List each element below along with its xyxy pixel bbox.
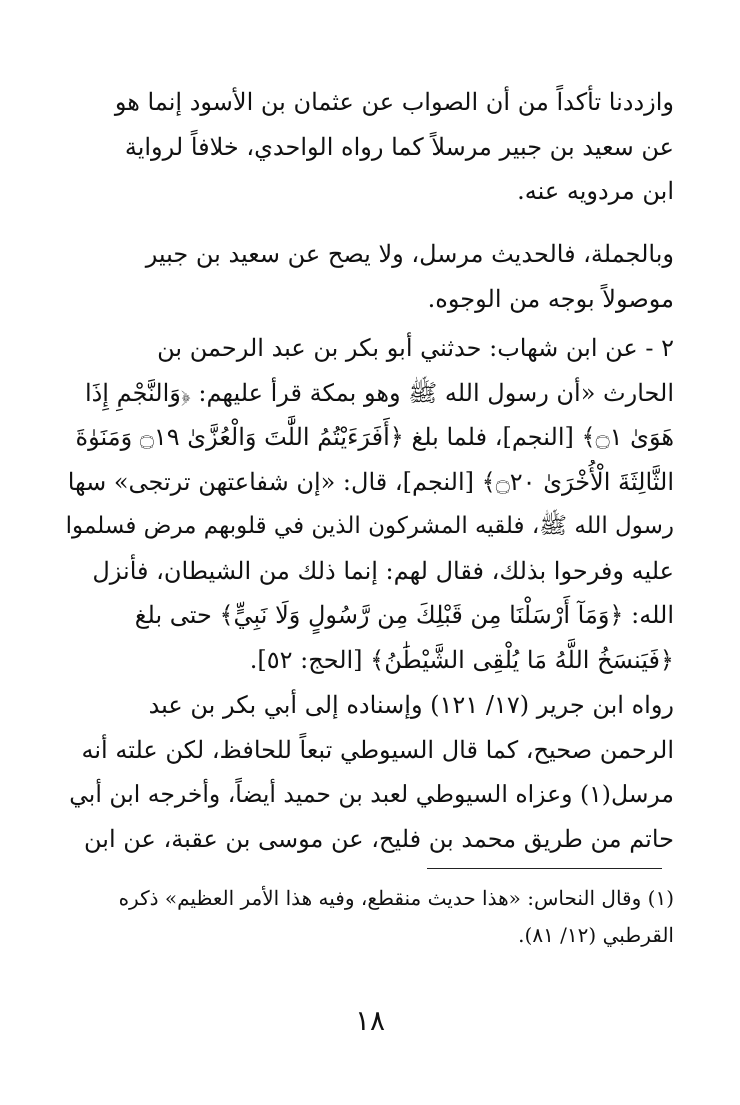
text-line: مرسل(١) وعزاه السيوطي لعبد بن حميد أيضاً، وأخرجه ابن أبي xyxy=(69,780,674,808)
paragraph-1 xyxy=(62,80,674,214)
text-line: الرحمن صحيح، كما قال السيوطي تبعاً للحافظ، لكن علته أنه xyxy=(81,735,674,764)
text-line: وبالجملة، فالحديث مرسل، ولا يصح عن سعيد بن جبير xyxy=(145,240,674,268)
paragraph-2 xyxy=(62,232,674,321)
footnote-line: (١) وقال النحاس: «هذا حديث منقطع، وفيه هذا الأمر العظيم» ذكره xyxy=(118,886,674,910)
text-line: الله: ﴿وَمَآ أَرْسَلْنَا مِن قَبْلِكَ مِن رَّسُولٍ وَلَا نَبِيٍّ﴾ حتى بلغ xyxy=(134,601,674,629)
text-line: موصولاً بوجه من الوجوه. xyxy=(427,284,674,313)
text-line: عن سعيد بن جبير مرسلاً كما رواه الواحدي، خلافاً لرواية xyxy=(124,132,674,161)
footnote xyxy=(62,880,674,954)
page-number: ١٨ xyxy=(354,1004,386,1037)
text-line: الحارث «أن رسول الله ﷺ وهو بمكة قرأ عليهم: ﴿وَالنَّجْمِ إِذَا xyxy=(84,378,674,407)
text-line: ٢ - عن ابن شهاب: حدثني أبو بكر بن عبد الرحمن بن xyxy=(157,334,674,362)
text-line: عليه وفرحوا بذلك، فقال لهم: إنما ذلك من الشيطان، فأنزل xyxy=(92,556,674,585)
footnote-divider xyxy=(427,868,662,869)
text-line: حاتم من طريق محمد بن فليح، عن موسى بن عقبة، عن ابن xyxy=(84,824,674,853)
paragraph-4 xyxy=(62,683,674,861)
text-line: الثَّالِثَةَ الْأُخْرَىٰ ۝٢٠﴾ [النجم]، قال: «إن شفاعتهن ترتجى» سها xyxy=(67,467,674,496)
paragraph-3-hadith xyxy=(62,326,674,682)
text-line: وازددنا تأكداً من أن الصواب عن عثمان بن الأسود إنما هو xyxy=(114,88,674,116)
text-line: ﴿فَيَنسَخُ اللَّهُ مَا يُلْقِى الشَّيْطَٰنُ﴾ [الحج: ٥٢]. xyxy=(249,645,674,674)
text-line: هَوَىٰ ۝١﴾ [النجم]، فلما بلغ ﴿أَفَرَءَيْتُمُ اللَّٰتَ وَالْعُزَّىٰ ۝١٩ وَمَنَوٰةَ xyxy=(75,423,674,451)
text-line: رواه ابن جرير (١٧/ ١٢١) وإسناده إلى أبي بكر بن عبد xyxy=(148,691,674,719)
footnote-line: القرطبي (١٢/ ٨١). xyxy=(518,923,674,947)
text-line: ابن مردويه عنه. xyxy=(517,177,674,205)
text-line: رسول الله ﷺ، فلقيه المشركون الذين في قلوبهم مرض فسلموا xyxy=(65,513,674,539)
